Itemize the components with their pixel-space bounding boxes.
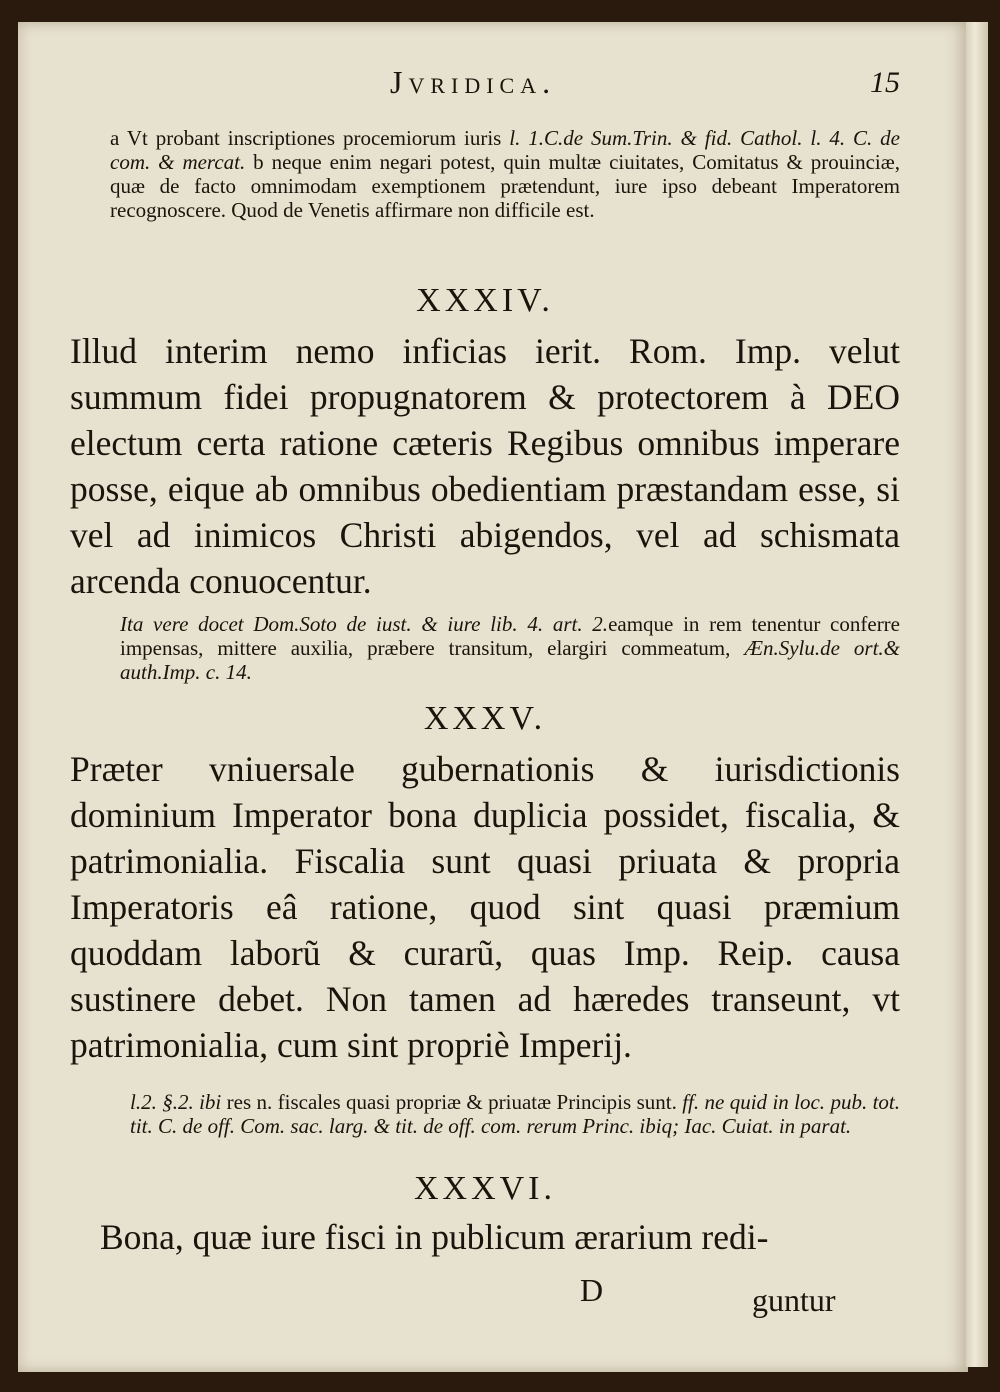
- section-number-34: XXXIV.: [416, 282, 554, 319]
- page-edge: [966, 22, 988, 1367]
- section-text-36: Bona, quæ iure fisci in publicum ærarium redi-: [100, 1217, 769, 1257]
- section-number-35: XXXV.: [423, 700, 547, 737]
- running-title: Jvridica.: [390, 64, 557, 100]
- page-number: 15: [870, 66, 900, 99]
- footnote-34-citation-2: Æn.Sylu.de ort.& auth.Imp. c. 14.: [120, 636, 900, 684]
- footnote-35: [130, 1090, 900, 1138]
- footnote-35-citation-1: l.2. §.2. ibi: [130, 1090, 222, 1114]
- page-header: [70, 64, 900, 114]
- footnote-34-text: eamque in rem tenentur conferre impensas, mittere auxilia, præbere transitum, elargiri commeatum,: [120, 612, 901, 660]
- footnote-34: [120, 612, 900, 684]
- footnote-top-pre: a Vt probant inscriptiones procemiorum iuris: [110, 126, 510, 150]
- catchword: guntur: [752, 1282, 836, 1318]
- footnote-35-citation-2: ff. ne quid in loc. pub. tot. tit. C. de off. Com. sac. larg. & tit. de off. com. rerum Princ. ibiq; Iac. Cuiat. in parat.: [130, 1090, 900, 1138]
- footnote-top-citation: l. 1.C.de Sum.Trin. & fid. Cathol. l. 4. C. de com. & mercat.: [110, 126, 900, 174]
- footnote-34-citation-1: Ita vere docet Dom.Soto de iust. & iure lib. 4. art. 2.: [120, 612, 609, 636]
- section-text-34: Illud interim nemo inficias ierit. Rom. Imp. velut summum fidei propugnatorem & protectorem à DEO electum certa ratione cæteris Regibus omnibus imperare posse, eique ab omnibus obedientiam præstandam esse, si vel ad inimicos Christi abigendos, vel ad schismata arcenda conuocentur.: [70, 331, 900, 601]
- signature-mark: D: [580, 1272, 604, 1308]
- section-number-36: XXXVI.: [413, 1170, 557, 1207]
- footnote-35-text: res n. fiscales quasi propriæ & priuatæ Principis sunt.: [221, 1090, 683, 1114]
- footnote-top: [110, 126, 900, 222]
- footnote-top-post: b neque enim negari potest, quin multæ ciuitates, Comitatus & prouinciæ, quæ de facto omnimodam exemptionem prætendunt, iure ipso debeant Imperatorem recognoscere. Quod de Venetis affirmare non difficile est.: [110, 150, 900, 222]
- section-text-35: Præter vniuersale gubernationis & iurisdictionis dominium Imperator bona duplicia possidet, fiscalia, & patrimonialia. Fiscalia sunt quasi priuata & propria Imperatoris eâ ratione, quod sint quasi præmium quoddam laborũ & curarũ, quas Imp. Reip. causa sustinere debet. Non tamen ad hæredes transeunt, vt patrimonialia, cum sint propriè Imperij.: [70, 749, 900, 1065]
